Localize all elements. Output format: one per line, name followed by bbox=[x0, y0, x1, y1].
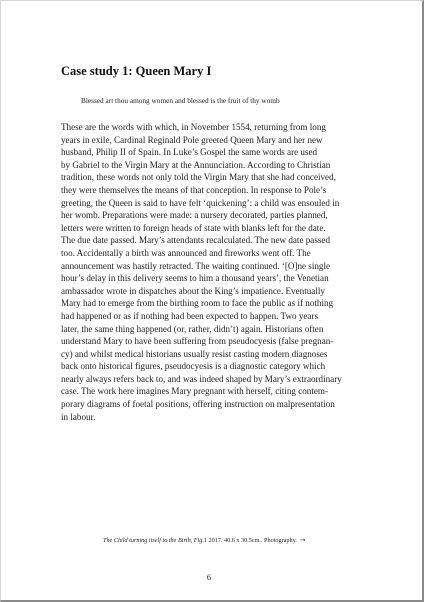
figure-caption bbox=[103, 536, 305, 544]
section-heading: Case study 1: Queen Mary I bbox=[61, 64, 212, 78]
body-line: hour’s delay in this delivery seems to him a thousand years’, the Venetian bbox=[61, 273, 329, 284]
body-line: announcement was hastily retracted. The waiting continued. ‘[O]ne single bbox=[61, 260, 331, 271]
body-line: case. The work here imagines Mary pregnant with herself, citing contem- bbox=[61, 386, 328, 397]
body-line: ambassador wrote in dispatches about the King’s impatience. Eventually bbox=[61, 285, 325, 296]
body-line: had happened or as if nothing had been expected to happen. Two years bbox=[61, 310, 319, 321]
body-line: later, the same thing happened (or, rather, didn’t) again. Historians often bbox=[61, 323, 324, 334]
body-line: husband, Philip II of Spain. In Luke’s Gospel the same words are used bbox=[61, 147, 318, 158]
body-line: by Gabriel to the Virgin Mary at the Annunciation. According to Christian bbox=[61, 159, 331, 170]
body-line: cy) and whilst medical historians usually resist casting modern diagnoses bbox=[61, 348, 328, 359]
body-line: tradition, these words not only told the Virgin Mary that she had conceived, bbox=[61, 172, 336, 183]
body-line: letters were written to foreign heads of state with blanks left for the date. bbox=[61, 222, 326, 233]
body-line: years in exile, Cardinal Reginald Pole greeted Queen Mary and her new bbox=[61, 134, 323, 145]
body-line: back onto historical figures, pseudocyesis is a diagnostic category which bbox=[61, 361, 326, 372]
body-paragraph bbox=[61, 121, 373, 423]
body-line: too. Accidentally a birth was announced and fireworks went off. The bbox=[61, 247, 311, 258]
body-line: The due date passed. Mary’s attendants recalculated. The new date passed bbox=[61, 235, 331, 246]
caption-details: 2017. 40.6 x 30.5cm.. Photography. bbox=[207, 537, 297, 544]
body-line: greeting, the Queen is said to have felt ‘quickening’: a child was ensouled in bbox=[61, 197, 340, 208]
body-line: nearly always refers back to, and was indeed shaped by Mary’s extraordinary bbox=[61, 373, 342, 384]
body-line: Mary had to emerge from the birthing room to face the public as if nothing bbox=[61, 298, 334, 309]
body-line: These are the words with which, in November 1554, returning from long bbox=[61, 122, 326, 132]
body-line: understand Mary to have been suffering from pseudocyesis (false pregnan- bbox=[61, 336, 334, 347]
caption-title: The Child turning itself to the Birth, Fig.1 bbox=[103, 537, 207, 544]
right-arrow-icon: → bbox=[299, 536, 306, 544]
body-line: in labour. bbox=[61, 411, 96, 422]
body-line: her womb. Preparations were made: a nursery decorated, parties planned, bbox=[61, 210, 328, 221]
body-line: they were themselves the means of that conception. In response to Pole’s bbox=[61, 184, 327, 195]
epigraph: Blessed art thou among women and blessed is the fruit of thy womb bbox=[81, 96, 280, 105]
body-line: porary diagrams of foetal positions, offering instruction on malpresentation bbox=[61, 399, 335, 410]
page-number: 6 bbox=[206, 572, 212, 582]
